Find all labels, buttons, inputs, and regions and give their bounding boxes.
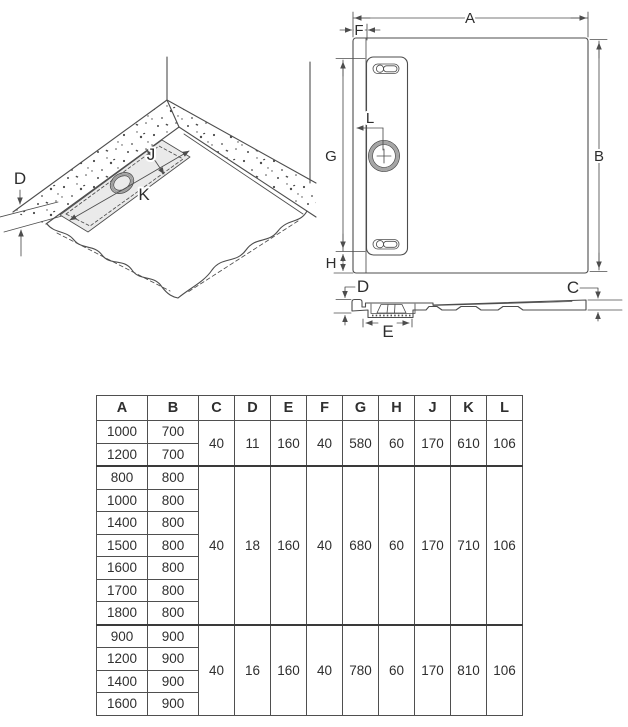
waste-trap	[371, 304, 415, 316]
table-header	[97, 396, 523, 421]
dimension-table-wrap	[96, 395, 523, 716]
dimension-cell: 800	[148, 489, 199, 512]
column-header: C	[199, 396, 235, 421]
dimension-table	[96, 395, 523, 716]
column-header: B	[148, 396, 199, 421]
dimension-cell-shared: 580	[343, 421, 379, 467]
dim-label-l: L	[365, 110, 375, 127]
table-row	[97, 625, 523, 648]
isometric-view	[0, 57, 316, 298]
dimension-cell: 900	[148, 625, 199, 648]
tray-front-right-edge	[178, 211, 307, 298]
column-header: G	[343, 396, 379, 421]
dimension-cell: 1000	[97, 489, 148, 512]
dimension-cell-shared: 40	[307, 466, 343, 625]
dimension-cell-shared: 610	[451, 421, 487, 467]
dimension-cell-shared: 160	[271, 421, 307, 467]
column-header: F	[307, 396, 343, 421]
dimension-cell-shared: 106	[487, 421, 523, 467]
dimension-cell: 1200	[97, 443, 148, 466]
column-header: A	[97, 396, 148, 421]
dimension-cell-shared: 40	[199, 625, 235, 716]
dim-label-b: B	[593, 148, 605, 165]
dimension-cell: 700	[148, 443, 199, 466]
dimension-cell: 1800	[97, 602, 148, 625]
dim-label-h: H	[325, 255, 337, 272]
dimension-cell: 700	[148, 421, 199, 444]
dimension-cell-shared: 11	[235, 421, 271, 467]
dimension-cell: 900	[148, 670, 199, 693]
dimension-cell: 1700	[97, 579, 148, 602]
dim-label-a: A	[464, 10, 476, 27]
dimension-cell: 1200	[97, 648, 148, 671]
dimension-cell: 1400	[97, 670, 148, 693]
dim-label-c: C	[566, 278, 580, 297]
dimension-cell-shared: 40	[307, 625, 343, 716]
iso-dim-label-d: D	[13, 169, 27, 188]
dimension-cell-shared: 106	[487, 466, 523, 625]
dim-label-f: F	[354, 22, 364, 39]
dimension-cell-shared: 40	[199, 421, 235, 467]
dimension-cell-shared: 60	[379, 421, 415, 467]
dimension-cell-shared: 40	[199, 466, 235, 625]
dimension-cell-shared: 160	[271, 466, 307, 625]
dimension-cell-shared: 710	[451, 466, 487, 625]
dimension-cell-shared: 60	[379, 625, 415, 716]
dimension-cell-shared: 170	[415, 466, 451, 625]
drain-outlet-icon	[369, 141, 400, 172]
right-wall-speckle	[167, 100, 316, 217]
dimension-cell-shared: 40	[307, 421, 343, 467]
dimension-cell-shared: 60	[379, 466, 415, 625]
dimension-cell-shared: 680	[343, 466, 379, 625]
dimension-cell: 900	[148, 648, 199, 671]
dim-label-g: G	[325, 148, 337, 165]
tray-front-left-edge	[47, 224, 178, 298]
table-row	[97, 421, 523, 444]
dimension-cell: 800	[148, 557, 199, 580]
dimension-cell: 900	[97, 625, 148, 648]
column-header: K	[451, 396, 487, 421]
dim-label-e: E	[382, 322, 394, 341]
dimension-cell: 800	[148, 466, 199, 489]
dimension-cell-shared: 160	[271, 625, 307, 716]
table-row	[97, 466, 523, 489]
side-view	[334, 277, 622, 341]
dimension-cell-shared: 106	[487, 625, 523, 716]
slot-hole-icon	[373, 64, 399, 74]
iso-dim-label-j: J	[146, 145, 156, 164]
plan-view	[325, 10, 607, 273]
column-header: J	[415, 396, 451, 421]
column-header: H	[379, 396, 415, 421]
side-dim-label-d: D	[356, 277, 370, 296]
dimension-cell: 800	[148, 602, 199, 625]
dimension-cell-shared: 780	[343, 625, 379, 716]
dimension-cell-shared: 170	[415, 625, 451, 716]
dimension-cell: 1400	[97, 512, 148, 535]
dimension-cell: 800	[97, 466, 148, 489]
dimension-cell-shared: 170	[415, 421, 451, 467]
iso-dim-label-k: K	[138, 185, 150, 204]
dimension-cell: 800	[148, 512, 199, 535]
dimension-cell: 900	[148, 693, 199, 716]
dimension-cell-shared: 810	[451, 625, 487, 716]
dimension-cell: 800	[148, 534, 199, 557]
dimension-cell-shared: 16	[235, 625, 271, 716]
column-header: E	[271, 396, 307, 421]
dimension-cell: 1500	[97, 534, 148, 557]
dimension-cell: 800	[148, 579, 199, 602]
table-header-row	[97, 396, 523, 421]
dimension-cell: 1600	[97, 693, 148, 716]
dimension-cell: 1600	[97, 557, 148, 580]
dimension-cell-shared: 18	[235, 466, 271, 625]
column-header: D	[235, 396, 271, 421]
column-header: L	[487, 396, 523, 421]
dimension-cell: 1000	[97, 421, 148, 444]
